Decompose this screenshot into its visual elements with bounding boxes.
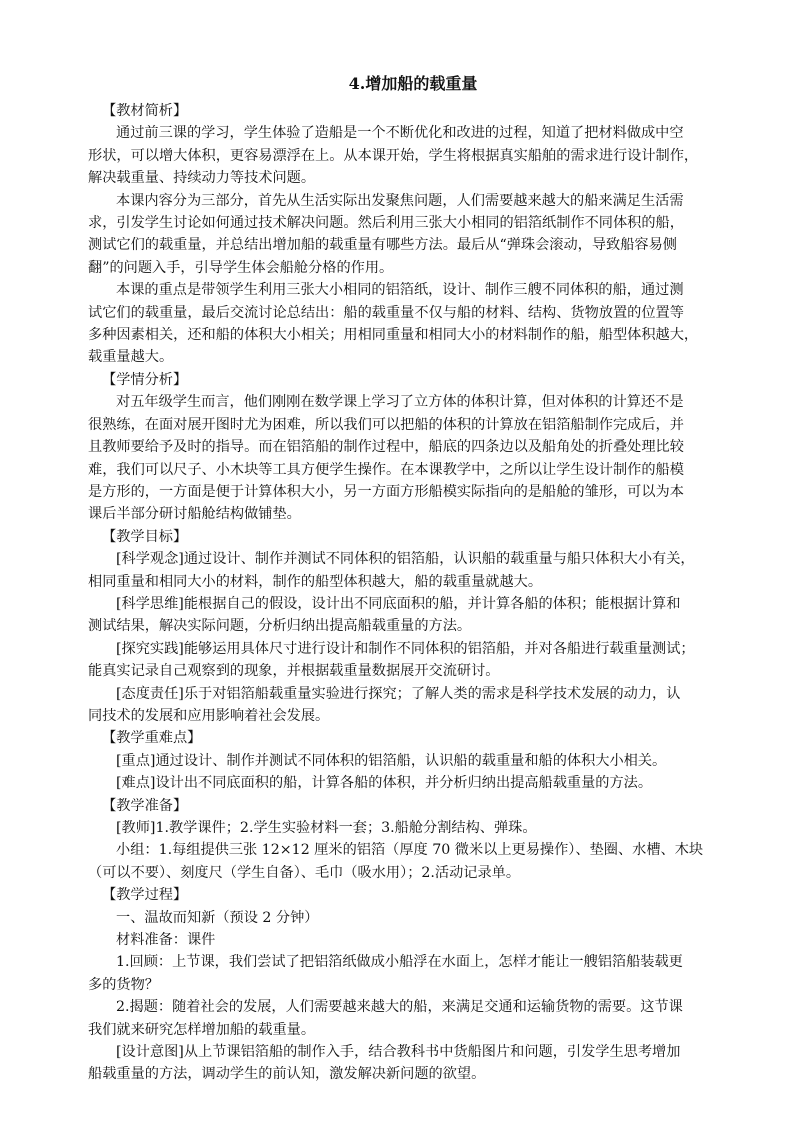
text-line: [难点]设计出不同底面积的船，计算各船的体积，并分析归纳出提高船载重量的方法。: [116, 775, 653, 792]
text-line: 求，引发学生讨论如何通过技术解决问题。然后利用三张大小相同的铝箔纸制作不同体积的船，: [88, 215, 684, 232]
text-line: 难，我们可以尺子、小木块等工具方便学生操作。在本课教学中，之所以让学生设计制作的船模: [88, 461, 684, 478]
text-line: 本课的重点是带领学生利用三张大小相同的铝箔纸，设计、制作三艘不同体积的船，通过测: [116, 282, 684, 299]
text-line: 小组：1.每组提供三张 12×12 厘米的铝箔（厚度 70 微米以上更易操作）、垫圈、水槽、木块: [116, 842, 704, 859]
text-line: 形状，可以增大体积，更容易漂浮在上。从本课开始，学生将根据真实船舶的需求进行设计制作，: [88, 147, 699, 164]
text-line: 同技术的发展和应用影响着社会发展。: [88, 707, 330, 724]
text-line: 很熟练，在面对展开图时尤为困难，所以我们可以把船的体积的计算放在铝箔船制作完成后，并: [88, 416, 684, 433]
text-line: 相同重量和相同大小的材料，制作的船型体积越大，船的载重量就越大。: [88, 573, 543, 590]
text-line: [探究实践]能够运用具体尺寸进行设计和制作不同体积的铝箔船，并对各船进行载重量测试；: [116, 640, 695, 657]
text-line: 载重量越大。: [88, 349, 174, 366]
text-line: 材料准备：课件: [116, 932, 216, 949]
text-line: 2.揭题：随着社会的发展，人们需要越来越大的船，来满足交通和运输货物的需要。这节课: [116, 999, 683, 1016]
document-page: [88, 72, 738, 1086]
document-title: 4.增加船的载重量: [348, 74, 478, 93]
text-line: 翻”的问题入手，引导学生体会船舱分格的作用。: [88, 259, 394, 276]
text-line: 1.回顾：上节课，我们尝试了把铝箔纸做成小船浮在水面上，怎样才能让一艘铝箔船装载更: [116, 954, 683, 971]
text-line: 我们就来研究怎样增加船的载重量。: [88, 1021, 316, 1038]
text-line: 船载重量的方法，调动学生的前认知，激发解决新问题的欲望。: [88, 1066, 486, 1083]
document-body: [88, 100, 738, 1086]
text-line: 解决载重量、持续动力等技术问题。: [88, 170, 316, 187]
section-heading: 【教学过程】: [102, 887, 188, 904]
text-line: （可以不要）、刻度尺（学生自备）、毛巾（吸水用）；2.活动记录单。: [88, 864, 521, 881]
text-line: 测试它们的载重量，并总结出增加船的载重量有哪些方法。最后从“弹珠会滚动，导致船容易侧: [88, 237, 677, 254]
section-heading: 【学情分析】: [102, 371, 188, 388]
section-heading: 【教材简析】: [102, 103, 188, 119]
text-line: [态度责任]乐于对铝箔船载重量实验进行探究；了解人类的需求是科学技术发展的动力，认: [116, 685, 681, 702]
section-heading: 【教学目标】: [102, 528, 188, 545]
text-line: 对五年级学生而言，他们刚刚在数学课上学习了立方体的体积计算，但对体积的计算还不是: [116, 394, 684, 411]
section-heading: 【教学重难点】: [102, 730, 202, 747]
text-line: [教师]1.教学课件；2.学生实验材料一套；3.船舱分割结构、弹珠。: [116, 820, 537, 836]
text-line: 本课内容分为三部分，首先从生活实际出发聚焦问题，人们需要越来越大的船来满足生活需: [116, 192, 684, 209]
text-line: 测试结果，解决实际问题，分析归纳出提高船载重量的方法。: [88, 618, 472, 635]
text-line: 且教师要给予及时的指导。而在铝箔船的制作过程中，船底的四条边以及船角处的折叠处理比较: [88, 439, 684, 456]
text-line: 课后半部分研讨船舱结构做铺垫。: [88, 506, 301, 523]
text-line: 能真实记录自己观察到的现象，并根据载重量数据展开交流研讨。: [88, 663, 500, 680]
text-line: [重点]通过设计、制作并测试不同体积的铝箔船，认识船的载重量和船的体积大小相关。: [116, 752, 667, 769]
text-line: 一、温故而知新（预设 2 分钟）: [116, 909, 319, 926]
text-line: [设计意图]从上节课铝箔船的制作入手，结合教科书中货船图片和问题，引发学生思考增加: [116, 1044, 681, 1061]
text-line: [科学思维]能根据自己的假设，设计出不同底面积的船，并计算各船的体积；能根据计算和: [116, 595, 681, 612]
text-line: 通过前三课的学习，学生体验了造船是一个不断优化和改进的过程，知道了把材料做成中空: [116, 125, 684, 142]
text-line: 试它们的载重量，最后交流讨论总结出：船的载重量不仅与船的材料、结构、货物放置的位置等: [88, 304, 684, 321]
text-line: [科学观念]通过设计、制作并测试不同体积的铝箔船，认识船的载重量与船只体积大小有关，: [116, 551, 695, 568]
section-heading: 【教学准备】: [102, 797, 188, 814]
text-line: 是方形的，一方面是便于计算体积大小，另一方面方形船模实际指向的是船舱的雏形，可以为本: [88, 483, 684, 500]
text-line: 多种因素相关，还和船的体积大小相关；用相同重量和相同大小的材料制作的船，船型体积越大，: [88, 327, 699, 344]
text-line: 多的货物？: [88, 976, 159, 993]
